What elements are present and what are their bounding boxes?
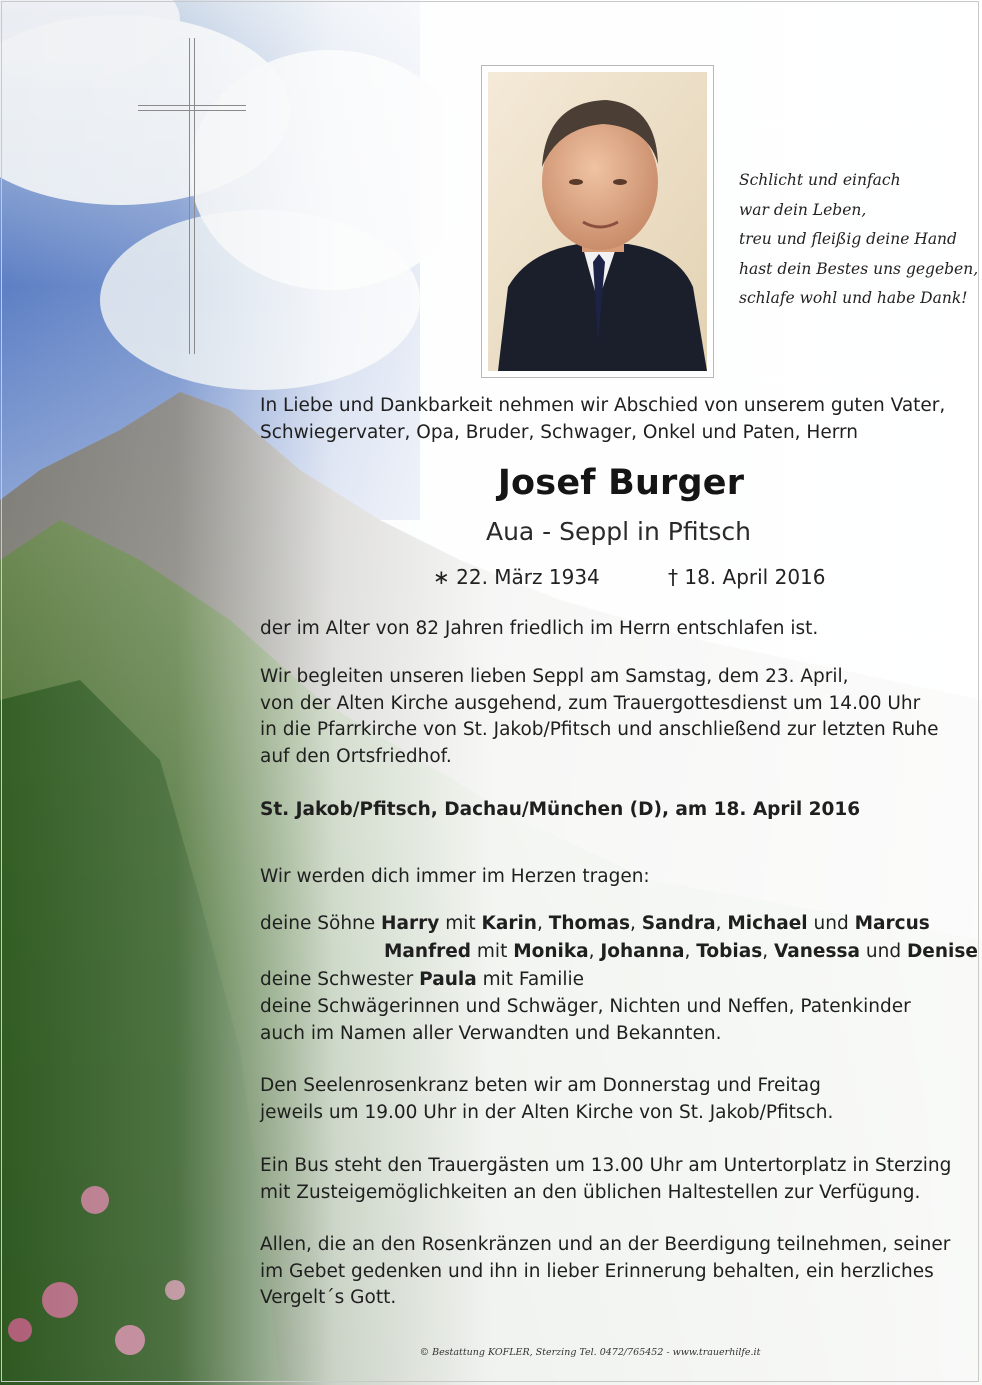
grandchild-name: Tobias — [696, 941, 763, 962]
intro-line: Schwiegervater, Opa, Bruder, Schwager, Onkel und Paten, Herrn — [260, 421, 859, 443]
inlaws-line: deine Schwägerinnen und Schwäger, Nichten und Neffen, Patenkinder — [260, 996, 911, 1017]
grandchild-name: Marcus — [854, 913, 930, 934]
portrait-photo — [481, 65, 714, 378]
closing-line: Vergelt´s Gott. — [260, 1287, 397, 1308]
grandchild-name: Denise — [906, 941, 978, 962]
label: , — [684, 941, 697, 962]
cross-icon — [138, 38, 246, 354]
bus-paragraph — [260, 1153, 951, 1206]
place-date: St. Jakob/Pfitsch, Dachau/München (D), am 18. April 2016 — [260, 799, 861, 820]
label: und — [859, 941, 907, 962]
age-line: der im Alter von 82 Jahren friedlich im Herrn entschlafen ist. — [260, 618, 819, 639]
funeral-line: von der Alten Kirche ausgehend, zum Trauergottesdienst um 14.00 Uhr — [260, 692, 921, 714]
grandchild-name: Thomas — [548, 913, 631, 934]
label: , — [536, 913, 549, 934]
grandchild-name: Michael — [727, 913, 808, 934]
label: , — [630, 913, 642, 934]
grandchild-name: Sandra — [641, 913, 716, 934]
hearts-line: Wir werden dich immer im Herzen tragen: — [260, 866, 650, 887]
grandchild-name: Vanessa — [773, 941, 860, 962]
intro-line: In Liebe und Dankbarkeit nehmen wir Abschied von unserem guten Vater, — [260, 395, 946, 416]
partner-name: Monika — [513, 941, 589, 962]
grandchild-name: Johanna — [600, 941, 685, 962]
closing-line: Allen, die an den Rosenkränzen und an der Beerdigung teilnehmen, seiner — [260, 1234, 951, 1255]
son-name: Manfred — [384, 941, 472, 962]
poem-line: Schlicht und einfach — [739, 171, 901, 189]
poem-line: war dein Leben, — [739, 200, 867, 219]
label: , — [588, 941, 601, 962]
birth-date: ∗ 22. März 1934 — [433, 565, 600, 589]
closing-paragraph — [260, 1232, 950, 1312]
poem-line: hast dein Bestes uns gegeben, — [739, 259, 979, 278]
label: , — [715, 913, 728, 934]
footer-credit: © Bestattung KOFLER, Sterzing Tel. 0472/765452 - www.trauerhilfe.it — [419, 1347, 761, 1358]
label: mit Familie — [476, 969, 584, 990]
label: deine Söhne — [260, 913, 382, 934]
son-name: Harry — [381, 913, 440, 934]
rosary-line: jeweils um 19.00 Uhr in der Alten Kirche von St. Jakob/Pfitsch. — [260, 1101, 834, 1123]
sons-line-2 — [384, 941, 978, 962]
death-date: † 18. April 2016 — [668, 565, 826, 589]
partner-name: Karin — [481, 913, 537, 934]
rosary-paragraph — [260, 1073, 833, 1126]
memorial-poem — [739, 166, 979, 314]
closing-line: im Gebet gedenken und ihn in lieber Erinnerung behalten, ein herzliches — [260, 1260, 934, 1282]
label: , — [762, 941, 774, 962]
poem-line: schlafe wohl und habe Dank! — [739, 289, 968, 308]
funeral-line: auf den Ortsfriedhof. — [260, 745, 452, 767]
deceased-nickname: Aua - Seppl in Pfitsch — [485, 517, 752, 546]
bus-line: mit Zusteigemöglichkeiten an den üblichen Haltestellen zur Verfügung. — [260, 1181, 921, 1203]
deceased-name: Josef Burger — [497, 463, 745, 503]
funeral-line: in die Pfarrkirche von St. Jakob/Pfitsch und anschließend zur letzten Ruhe — [260, 719, 939, 740]
relatives-line: auch im Namen aller Verwandten und Bekannten. — [260, 1023, 722, 1044]
label: mit — [439, 913, 482, 934]
intro-paragraph — [260, 393, 945, 446]
sister-name: Paula — [419, 969, 477, 990]
label: deine Schwester — [260, 969, 420, 990]
funeral-line: Wir begleiten unseren lieben Seppl am Samstag, dem 23. April, — [260, 666, 849, 687]
funeral-paragraph — [260, 664, 938, 770]
rosary-line: Den Seelenrosenkranz beten wir am Donnerstag und Freitag — [260, 1075, 821, 1096]
label: mit — [471, 941, 514, 962]
poem-line: treu und fleißig deine Hand — [739, 230, 957, 249]
bus-line: Ein Bus steht den Trauergästen um 13.00 Uhr am Untertorplatz in Sterzing — [260, 1155, 952, 1176]
label: und — [807, 913, 855, 934]
sons-line — [260, 913, 930, 934]
sister-line — [260, 969, 584, 990]
